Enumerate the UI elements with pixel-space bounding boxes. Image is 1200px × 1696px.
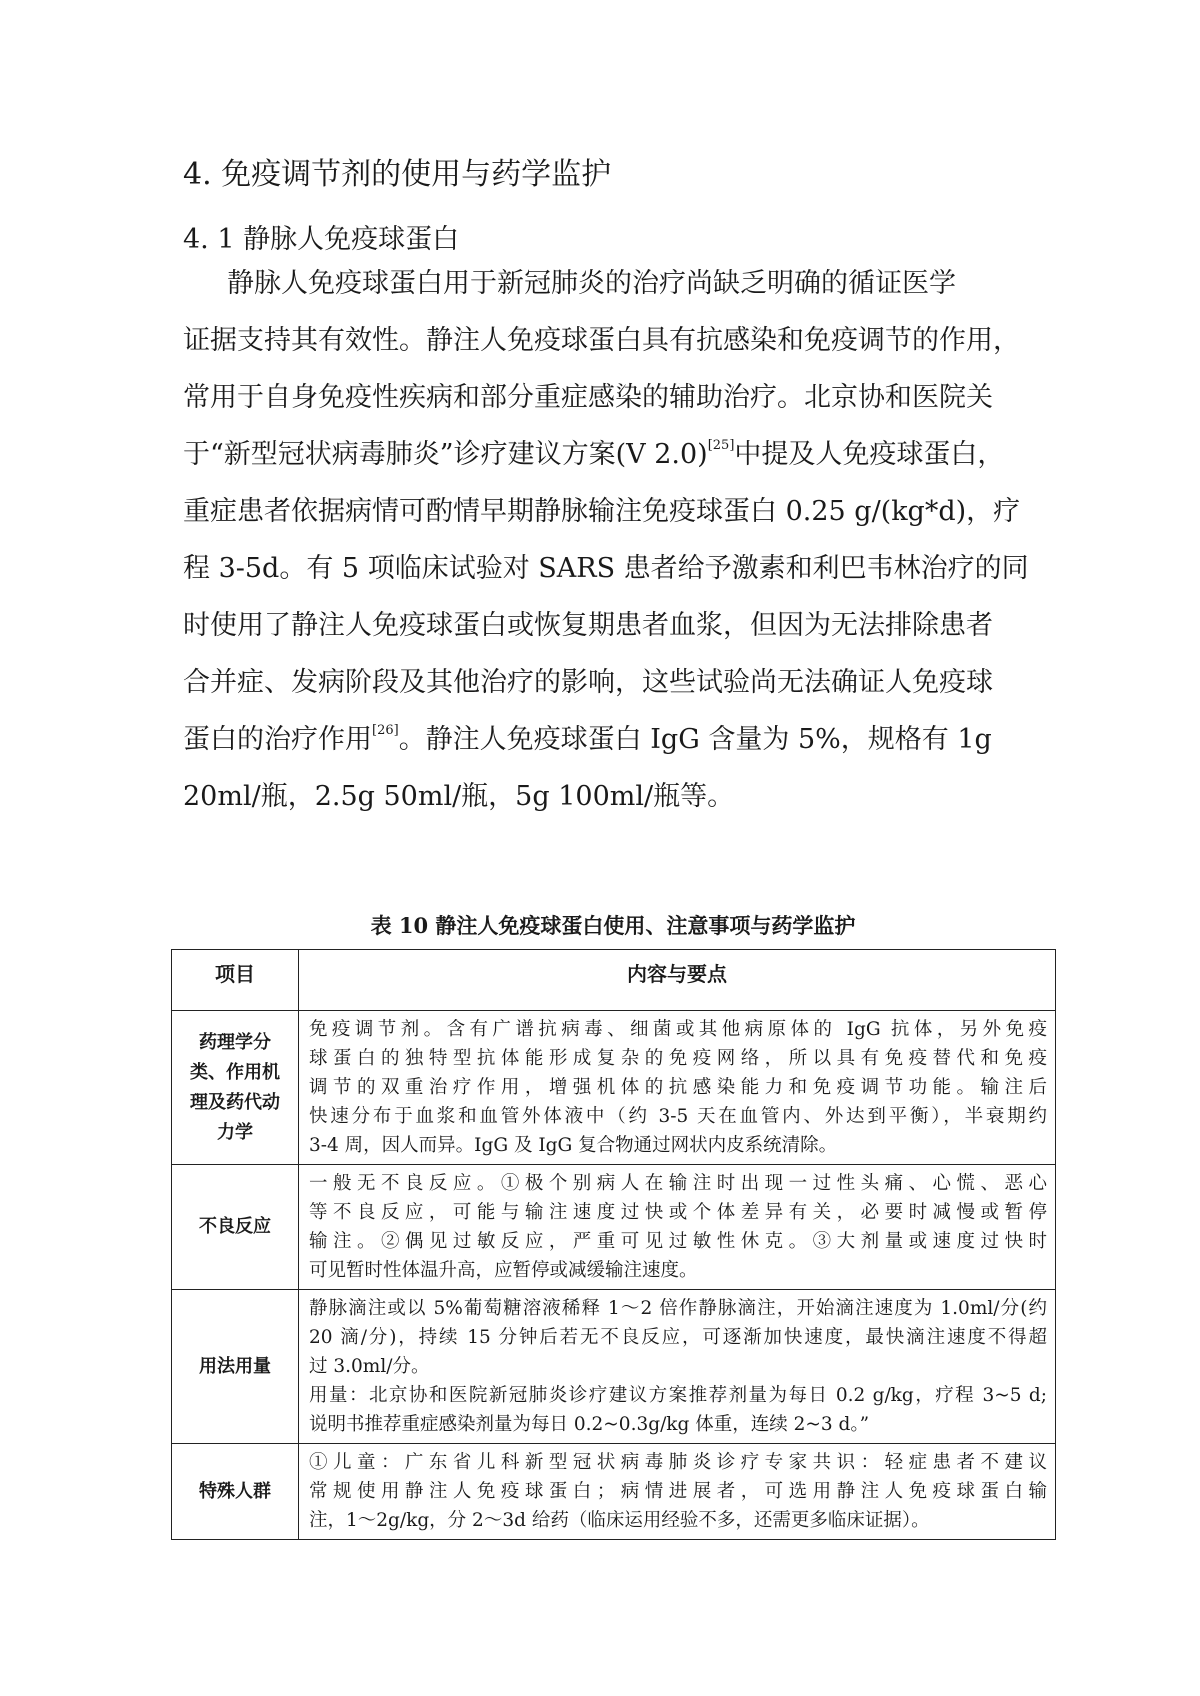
paragraph-line: 20ml/瓶，2.5g 50ml/瓶，5g 100ml/瓶等。 — [183, 781, 735, 812]
paragraph-line: 程 3-5d。有 5 项临床试验对 SARS 患者给予激素和利巴韦林治疗的同 — [183, 553, 1029, 584]
header-cell-content: 内容与要点 — [299, 950, 1056, 1011]
row-content: ①儿童：广东省儿科新型冠状病毒肺炎诊疗专家共识：轻症患者不建议 常规使用静注人免疫球蛋白；病情进展者，可选用静注人免疫球蛋白输 注，1～2g/kg，分 2～3d 给药（临床运用经验不多，还需更多临床证据）。 — [299, 1444, 1056, 1540]
paragraph-line: 合并症、发病阶段及其他治疗的影响，这些试验尚无法确证人免疫球 — [183, 667, 993, 698]
table-row — [172, 1444, 1056, 1540]
row-label: 药理学分 类、作用机 理及药代动 力学 — [172, 1011, 299, 1165]
table-row — [172, 1165, 1056, 1290]
table-row — [172, 1290, 1056, 1444]
citation-ref: [26] — [372, 723, 399, 738]
row-content: 一般无不良反应。①极个别病人在输注时出现一过性头痛、心慌、恶心 等不良反应，可能与输注速度过快或个体差异有关，必要时减慢或暂停 输注。②偶见过敏反应，严重可见过敏性休克。③大剂量或速度过快时 可见暂时性体温升高，应暂停或减缓输注速度。 — [299, 1165, 1056, 1290]
citation-ref: [25] — [707, 438, 735, 453]
table-row — [172, 1011, 1056, 1165]
table-caption: 表 10 静注人免疫球蛋白使用、注意事项与药学监护 — [370, 913, 856, 938]
paragraph-line: 常用于自身免疫性疾病和部分重症感染的辅助治疗。北京协和医院关 — [183, 382, 993, 413]
paragraph-line: 时使用了静注人免疫球蛋白或恢复期患者血浆，但因为无法排除患者 — [183, 610, 993, 641]
row-content: 免疫调节剂。含有广谱抗病毒、细菌或其他病原体的 IgG 抗体，另外免疫 球蛋白的独特型抗体能形成复杂的免疫网络，所以具有免疫替代和免疫 调节的双重治疗作用，增强机体的抗感染能力和免疫调节功能。输注后 快速分布于血浆和血管外体液中（约 3-5 天在血管内、外达到平衡），半衰期约 3-4 周，因人而异。IgG 及 IgG 复合物通过网状内皮系统清除。 — [299, 1011, 1056, 1165]
paragraph-line: 重症患者依据病情可酌情早期静脉输注免疫球蛋白 0.25 g/(kg*d)，疗 — [183, 496, 1021, 527]
section-heading: 4. 免疫调节剂的使用与药学监护 — [183, 157, 612, 192]
paragraph-line: 蛋白的治疗作用[26]。静注人免疫球蛋白 IgG 含量为 5%，规格有 1g — [183, 723, 992, 755]
row-label: 用法用量 — [172, 1290, 299, 1444]
subsection-heading: 4. 1 静脉人免疫球蛋白 — [183, 224, 460, 255]
paragraph-line: 证据支持其有效性。静注人免疫球蛋白具有抗感染和免疫调节的作用， — [183, 325, 1020, 356]
paragraph-line: 静脉人免疫球蛋白用于新冠肺炎的治疗尚缺乏明确的循证医学 — [227, 268, 956, 299]
table-header-row — [172, 950, 1056, 1011]
row-content: 静脉滴注或以 5%葡萄糖溶液稀释 1～2 倍作静脉滴注，开始滴注速度为 1.0ml/分(约 20 滴/分)，持续 15 分钟后若无不良反应，可逐渐加快速度，最快滴注速度不得超 过 3.0ml/分。 用量：北京协和医院新冠肺炎诊疗建议方案推荐剂量为每日 0.2 g/kg，疗程 3~5 d; 说明书推荐重症感染剂量为每日 0.2~0.3g/kg 体重，连续 2~3 d。” — [299, 1290, 1056, 1444]
info-table — [171, 949, 1056, 1540]
header-cell-item: 项目 — [172, 950, 299, 1011]
paragraph-line: 于“新型冠状病毒肺炎”诊疗建议方案(V 2.0)[25]中提及人免疫球蛋白， — [183, 438, 1005, 470]
row-label: 特殊人群 — [172, 1444, 299, 1540]
row-label: 不良反应 — [172, 1165, 299, 1290]
